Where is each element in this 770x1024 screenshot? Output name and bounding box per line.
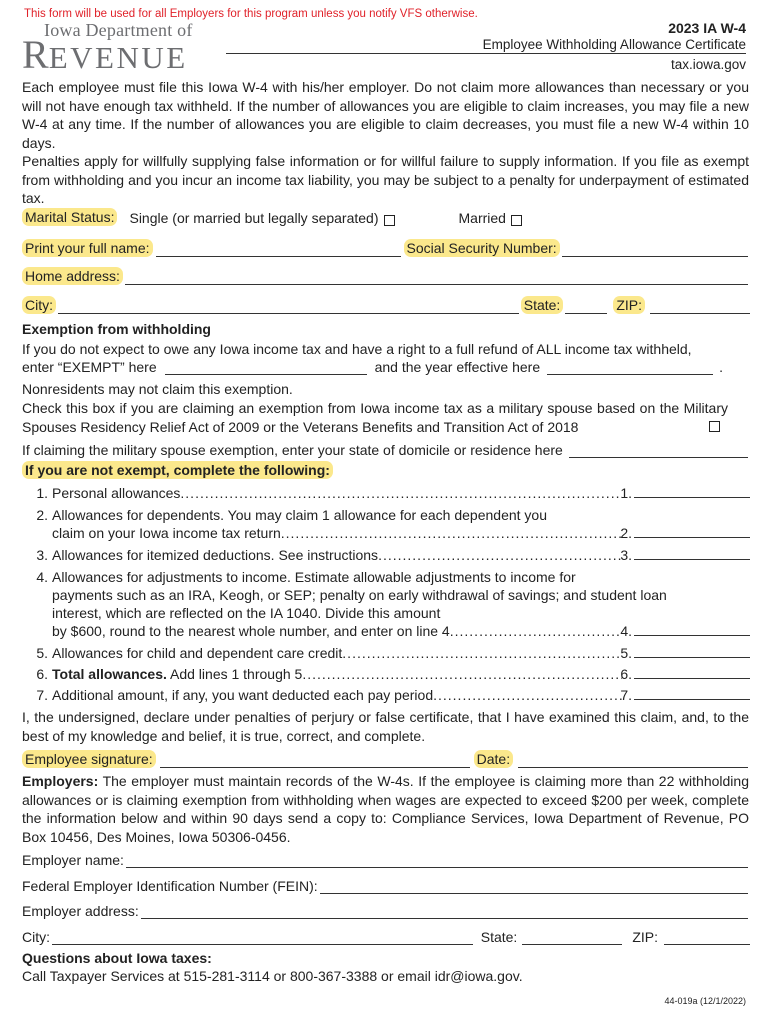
marital-status-label: Marital Status: [22, 208, 117, 226]
employer-address-field[interactable] [141, 905, 748, 919]
single-label: Single (or married but legally separated) [129, 210, 379, 226]
employer-address-row [22, 903, 750, 919]
home-address-label: Home address: [22, 267, 123, 285]
allowance-field-4[interactable] [634, 622, 750, 636]
questions-text: Call Taxpayer Services at 515-281-3114 or 800-367-3388 or email idr@iowa.gov. [22, 968, 523, 984]
employer-address-label: Employer address: [22, 903, 139, 919]
signature-field[interactable] [160, 754, 470, 768]
questions-heading: Questions about Iowa taxes: [22, 950, 212, 966]
employer-city-label: City: [22, 929, 50, 945]
exempt-field[interactable] [165, 361, 367, 375]
exempt-row [22, 359, 750, 375]
vfs-notice: This form will be used for all Employers for this program unless you notify VFS otherwise. [24, 8, 478, 20]
city-field[interactable] [58, 300, 519, 314]
exemption-heading: Exemption from withholding [22, 321, 211, 337]
employer-state-label: State: [480, 929, 518, 945]
employer-name-field[interactable] [126, 854, 748, 868]
employer-name-label: Employer name: [22, 852, 124, 868]
married-label: Married [458, 210, 506, 226]
employer-name-row [22, 852, 750, 868]
city-state-zip-row [22, 296, 750, 314]
allowance-field-2[interactable] [634, 524, 750, 538]
fein-label: Federal Employer Identification Number (FEIN): [22, 878, 318, 894]
logo-text-top: Iowa Department of [44, 20, 193, 40]
home-address-field[interactable] [125, 271, 748, 285]
year-effective-label: and the year effective here [374, 359, 541, 375]
state-label: State: [521, 296, 564, 314]
zip-label: ZIP: [613, 296, 645, 314]
fein-field[interactable] [320, 880, 748, 894]
home-address-row [22, 267, 750, 285]
signature-label: Employee signature: [22, 750, 156, 768]
exempt-period: . [719, 359, 724, 375]
intro-paragraph: Each employee must file this Iowa W-4 with his/her employer. Do not claim more allowances than necessary or you will not have enough tax withheld. If the number of allowances you are eligible to claim increases, you may file a new W-4 at any time. If the number of allowances you are eligible to claim decreases, you must file a new W-4 within 10 days. [22, 79, 749, 151]
ssn-field[interactable] [562, 243, 748, 257]
enter-exempt-label: enter “EXEMPT” here [22, 359, 157, 375]
allowance-field-1[interactable] [634, 484, 750, 498]
name-ssn-row [22, 239, 750, 257]
logo-text-bottom: EVENUE [48, 40, 188, 75]
state-field[interactable] [565, 300, 607, 314]
form-subtitle: Employee Withholding Allowance Certificate [482, 37, 746, 52]
date-field[interactable] [518, 754, 748, 768]
nonresidents-note: Nonresidents may not claim this exemption. [22, 381, 293, 397]
full-name-label: Print your full name: [22, 239, 153, 257]
domicile-label: If claiming the military spouse exemption, enter your state of domicile or residence here [22, 442, 563, 458]
website: tax.iowa.gov [670, 57, 746, 72]
city-label: City: [22, 296, 56, 314]
form-number: 44-019a (12/1/2022) [664, 996, 746, 1006]
year-effective-field[interactable] [547, 361, 713, 375]
employer-city-field[interactable] [52, 931, 473, 945]
employer-zip-field[interactable] [664, 931, 750, 945]
marital-status-row [22, 208, 750, 226]
full-name-field[interactable] [156, 243, 401, 257]
allowance-field-7[interactable] [634, 686, 750, 700]
department-logo [22, 31, 188, 78]
date-label: Date: [474, 750, 513, 768]
declaration: I, the undersigned, declare under penalties of perjury or false certificate, that I have examined this claim, and, to the best of my knowledge and belief, it is true, correct, and complete. [22, 709, 749, 744]
employer-state-field[interactable] [522, 931, 622, 945]
form-title: 2023 IA W-4 [668, 20, 746, 36]
allowances-heading: If you are not exempt, complete the following: [22, 462, 333, 478]
logo-initial: R [22, 32, 49, 77]
employer-city-row [22, 929, 750, 945]
allowance-field-6[interactable] [634, 665, 750, 679]
allowance-field-3[interactable] [634, 546, 750, 560]
penalties-paragraph: Penalties apply for willfully supplying false information or for willful failure to supply information. If you file as exempt from withholding and you incur an income tax liability, you may be subject to a penalty for underpayment of estimated tax. [22, 153, 749, 206]
allowance-field-5[interactable] [634, 644, 750, 658]
employers-paragraph: Employers: The employer must maintain records of the W-4s. If the employee is claiming more than 22 withholding allowances or is claiming exemption from withholding when wages are expected to exceed $200 per week, complete the information below and within 90 days send a copy to: Compliance Services, Iowa Department of Revenue, PO Box 10456, Des Moines, Iowa 50306-0456. [22, 773, 749, 845]
domicile-field[interactable] [569, 444, 748, 458]
military-spouse-checkbox[interactable] [709, 421, 720, 432]
header-rule [226, 53, 746, 54]
zip-field[interactable] [650, 300, 750, 314]
employer-zip-label: ZIP: [632, 929, 658, 945]
exemption-line1: If you do not expect to owe any Iowa income tax and have a right to a full refund of ALL income tax withheld, [22, 341, 692, 357]
married-checkbox[interactable] [511, 215, 522, 226]
single-checkbox[interactable] [384, 215, 395, 226]
domicile-row [22, 442, 750, 458]
military-spouse-text: Check this box if you are claiming an exemption from Iowa income tax as a military spouse based on the Military Spouses Residency Relief Act of 2009 or the Veterans Benefits and Transition Act of 2018 [22, 400, 728, 435]
signature-row [22, 750, 750, 768]
fein-row [22, 878, 750, 894]
ssn-label: Social Security Number: [404, 239, 560, 257]
